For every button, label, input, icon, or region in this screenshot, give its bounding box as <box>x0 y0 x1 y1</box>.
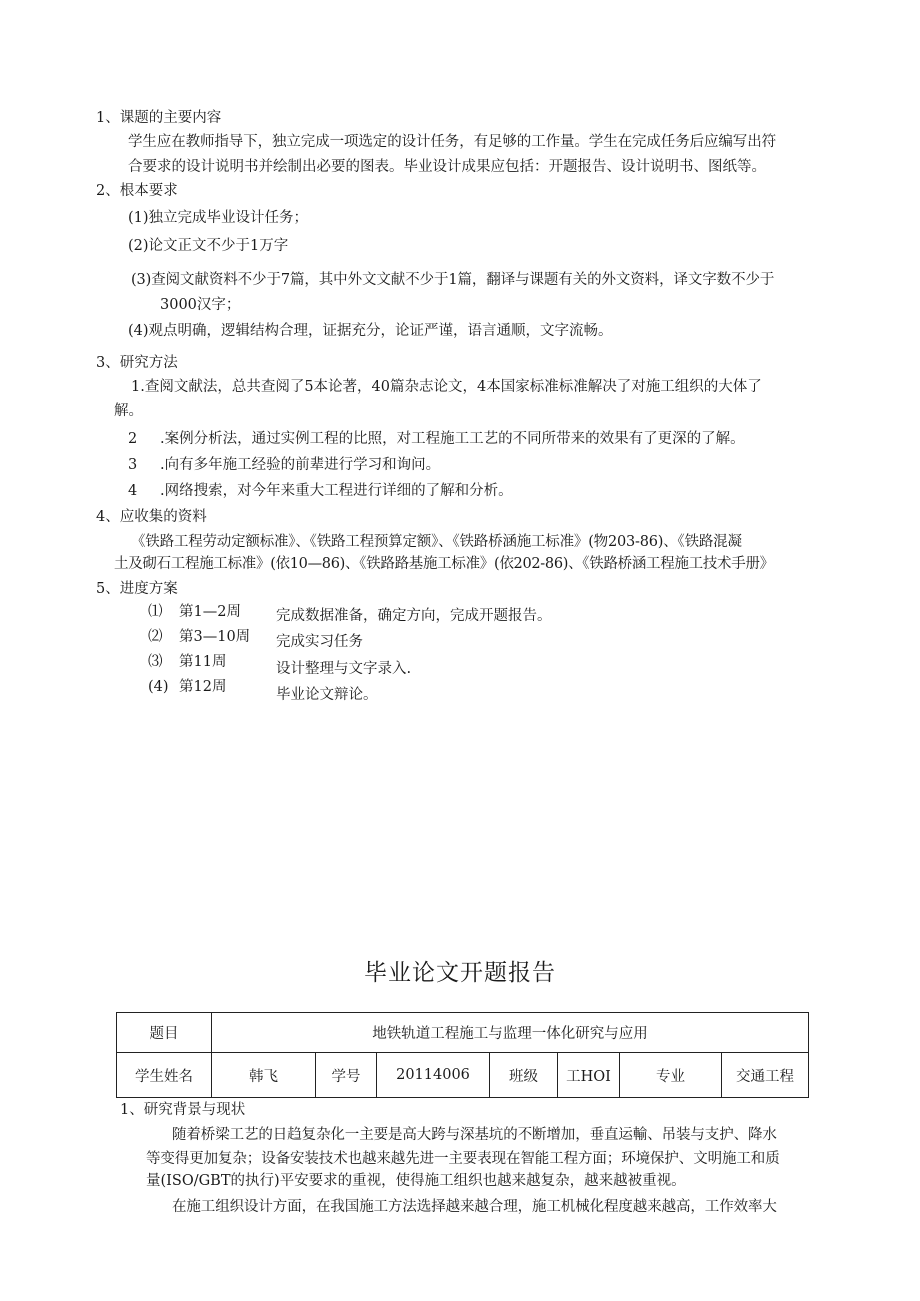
schedule-task: 完成实习任务 <box>276 634 363 650</box>
student-id-value: 20114006 <box>377 1053 490 1098</box>
topic-label: 题目 <box>117 1013 212 1053</box>
section-1-heading: 1、课题的主要内容 <box>96 110 222 126</box>
topic-value: 地铁轨道工程施工与监理一体化研究与应用 <box>212 1013 809 1053</box>
schedule-task: 毕业论文辩论。 <box>276 687 378 703</box>
section-1-text-line-2: 合要求的设计说明书并绘制出必要的图表。毕业设计成果应包括：开题报告、设计说明书、图纸等。 <box>128 159 766 175</box>
schedule-number: ⑴ <box>148 604 163 620</box>
schedule-week: 第12周 <box>179 679 227 695</box>
method-1-line-1: 1.查阅文献法，总共查阅了5本论著，40篇杂志论文，4本国家标准标准解决了对施工组织的大体了 <box>131 379 762 395</box>
class-label: 班级 <box>490 1053 558 1098</box>
schedule-number: ⑶ <box>148 654 163 670</box>
method-3-number: 3 <box>128 457 138 473</box>
student-name-value: 韩飞 <box>212 1053 316 1098</box>
requirement-item: (2)论文正文不少于1万字 <box>128 238 289 254</box>
schedule-number: (4) <box>148 679 169 695</box>
report-info-table <box>116 1012 809 1098</box>
requirement-item-continued: 3000汉字； <box>160 297 241 313</box>
materials-line-2: 土及砌石工程施工标准》(依10—86)、《铁路路基施工标准》(依202-86)、《铁路桥涵工程施工技术手册》 <box>114 556 774 572</box>
method-2-text: .案例分析法，通过实例工程的比照，对工程施工工艺的不同所带来的效果有了更深的了解。 <box>160 431 745 447</box>
requirement-item: (1)独立完成毕业设计任务； <box>128 210 309 226</box>
schedule-task: 完成数据准备，确定方向，完成开题报告。 <box>276 608 552 624</box>
method-4-number: 4 <box>128 483 138 499</box>
requirement-item: (3)查阅文献资料不少于7篇，其中外文文献不少于1篇，翻译与课题有关的外文资料，译文字数不少于 <box>131 272 775 288</box>
background-line: 量(ISO/GBT的执行)平安要求的重视，使得施工组织也越来越复杂，越来越被重视。 <box>146 1173 686 1189</box>
schedule-number: ⑵ <box>148 629 163 645</box>
major-value: 交通工程 <box>722 1053 809 1098</box>
background-line: 随着桥梁工艺的日趋复杂化一主要是高大跨与深基坑的不断增加，垂直运輸、吊装与支护、降水 <box>172 1127 777 1143</box>
student-name-label: 学生姓名 <box>117 1053 212 1098</box>
materials-line-1: 《铁路工程劳动定额标准》、《铁路工程预算定额》、《铁路桥涵施工标准》(物203-86)、《铁路混凝 <box>131 534 742 550</box>
class-value: 工HOI <box>558 1053 620 1098</box>
section-2-heading: 2、根本要求 <box>96 183 178 199</box>
requirement-item: (4)观点明确，逻辑结构合理，证据充分，论证严谨，语言通顺，文字流畅。 <box>128 323 613 339</box>
section-3-heading: 3、研究方法 <box>96 355 178 371</box>
background-heading: 1、研究背景与现状 <box>120 1102 246 1118</box>
method-3-text: .向有多年施工经验的前辈进行学习和询问。 <box>160 457 441 473</box>
method-2-number: 2 <box>128 431 138 447</box>
schedule-week: 第3—10周 <box>179 629 251 645</box>
section-1-text-line-1: 学生应在教师指导下，独立完成一项选定的设计任务，有足够的工作量。学生在完成任务后应编写出符 <box>128 134 776 150</box>
major-label: 专业 <box>620 1053 722 1098</box>
section-5-heading: 5、进度方案 <box>96 581 178 597</box>
report-title: 毕业论文开题报告 <box>364 960 556 986</box>
schedule-week: 第1—2周 <box>179 604 241 620</box>
section-4-heading: 4、应收集的资料 <box>96 509 207 525</box>
background-line: 在施工组织设计方面，在我国施工方法选择越来越合理，施工机械化程度越来越高，工作效率大 <box>172 1199 777 1215</box>
method-1-line-2: 解。 <box>114 403 143 419</box>
background-line: 等变得更加复杂；设备安装技术也越来越先进一主要表现在智能工程方面；环境保护、文明施工和质 <box>146 1151 780 1167</box>
schedule-week: 第11周 <box>179 654 227 670</box>
method-4-text: .网络搜索，对今年来重大工程进行详细的了解和分析。 <box>160 483 513 499</box>
student-id-label: 学号 <box>316 1053 377 1098</box>
schedule-task: 设计整理与文字录入. <box>276 661 412 677</box>
